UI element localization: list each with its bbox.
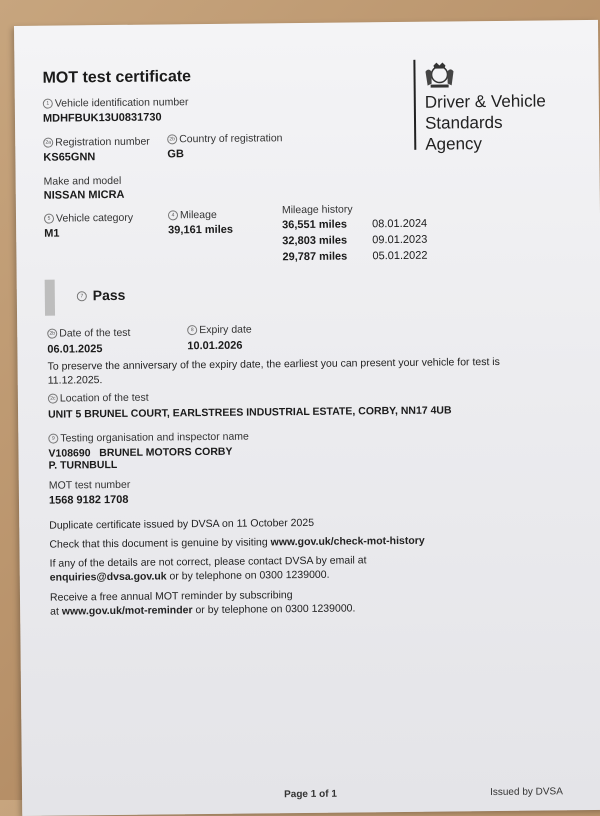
category-label: 5 Vehicle category [44, 212, 133, 225]
category-value: M1 [44, 227, 60, 240]
check-mot-link[interactable]: www.gov.uk/check-mot-history [270, 534, 425, 549]
inspector-name: P. TURNBULL [48, 458, 118, 472]
expiry-date-value: 10.01.2026 [187, 339, 243, 353]
issued-by: Issued by DVSA [489, 786, 563, 799]
mot-number-value: 1568 9182 1708 [48, 493, 129, 507]
enquiries-email-link[interactable]: enquiries@dvsa.gov.uk [49, 570, 167, 584]
reminder-line: at www.gov.uk/mot-reminder or by telephone on 0300 1239000. [50, 602, 356, 618]
mileage-label: 4 Mileage [168, 209, 217, 222]
page-number: Page 1 of 1 [284, 788, 337, 801]
country-label: 2b Country of registration [167, 132, 282, 145]
make-model-value: NISSAN MICRA [43, 188, 125, 202]
vin-label: 1 Vehicle identification number [43, 96, 189, 110]
mileage-history-row: 29,787 miles 05.01.2022 [282, 249, 428, 264]
location-value: UNIT 5 BRUNEL COURT, EARLSTREES INDUSTRIAL ESTATE, CORBY, NN17 4UB [48, 404, 452, 421]
duplicate-note: Duplicate certificate issued by DVSA on 11 October 2025 [49, 516, 315, 532]
check-genuine-note: Check that this document is genuine by visiting www.gov.uk/check-mot-history [49, 534, 425, 551]
mileage-history-row: 32,803 miles 09.01.2023 [282, 233, 428, 248]
registration-label: 2a Registration number [43, 136, 150, 149]
make-model-label: Make and model [43, 174, 122, 188]
reminder-note: Receive a free annual MOT reminder by subscribing [49, 589, 293, 604]
mot-reminder-link[interactable]: www.gov.uk/mot-reminder [61, 604, 193, 618]
test-date-value: 06.01.2025 [47, 343, 103, 356]
anniversary-date: 11.12.2025. [47, 374, 103, 387]
location-label: 2c Location of the test [48, 392, 149, 405]
vin-value: MDHFBUK13U0831730 [42, 111, 162, 125]
contact-line: enquiries@dvsa.gov.uk or by telephone on 0300 1239000. [49, 568, 330, 584]
country-value: GB [167, 148, 184, 161]
registration-value: KS65GNN [43, 151, 96, 164]
mileage-value: 39,161 miles [168, 223, 234, 237]
mileage-history-label: Mileage history [281, 203, 353, 217]
certificate-page [14, 20, 600, 816]
agency-name: Driver & Vehicle Standards Agency [424, 91, 546, 154]
anniversary-note: To preserve the anniversary of the expiry date, the earliest you can present your vehicle for test is [47, 355, 500, 373]
organisation-label: 9 Testing organisation and inspector name [48, 431, 249, 445]
document-title: MOT test certificate [42, 68, 192, 87]
logo-divider [413, 60, 415, 150]
mileage-history-row: 36,551 miles 08.01.2024 [282, 217, 428, 232]
incorrect-details-note: If any of the details are not correct, please contact DVSA by email at [49, 554, 367, 570]
royal-crest-icon [422, 59, 456, 89]
mot-number-label: MOT test number [48, 478, 131, 492]
test-date-label: 2b Date of the test [47, 327, 130, 340]
expiry-date-label: 8 Expiry date [187, 324, 252, 337]
result-marker [45, 280, 55, 316]
result-pass: 7 Pass [77, 287, 126, 304]
organisation-value: V108690 BRUNEL MOTORS CORBY [48, 445, 233, 460]
